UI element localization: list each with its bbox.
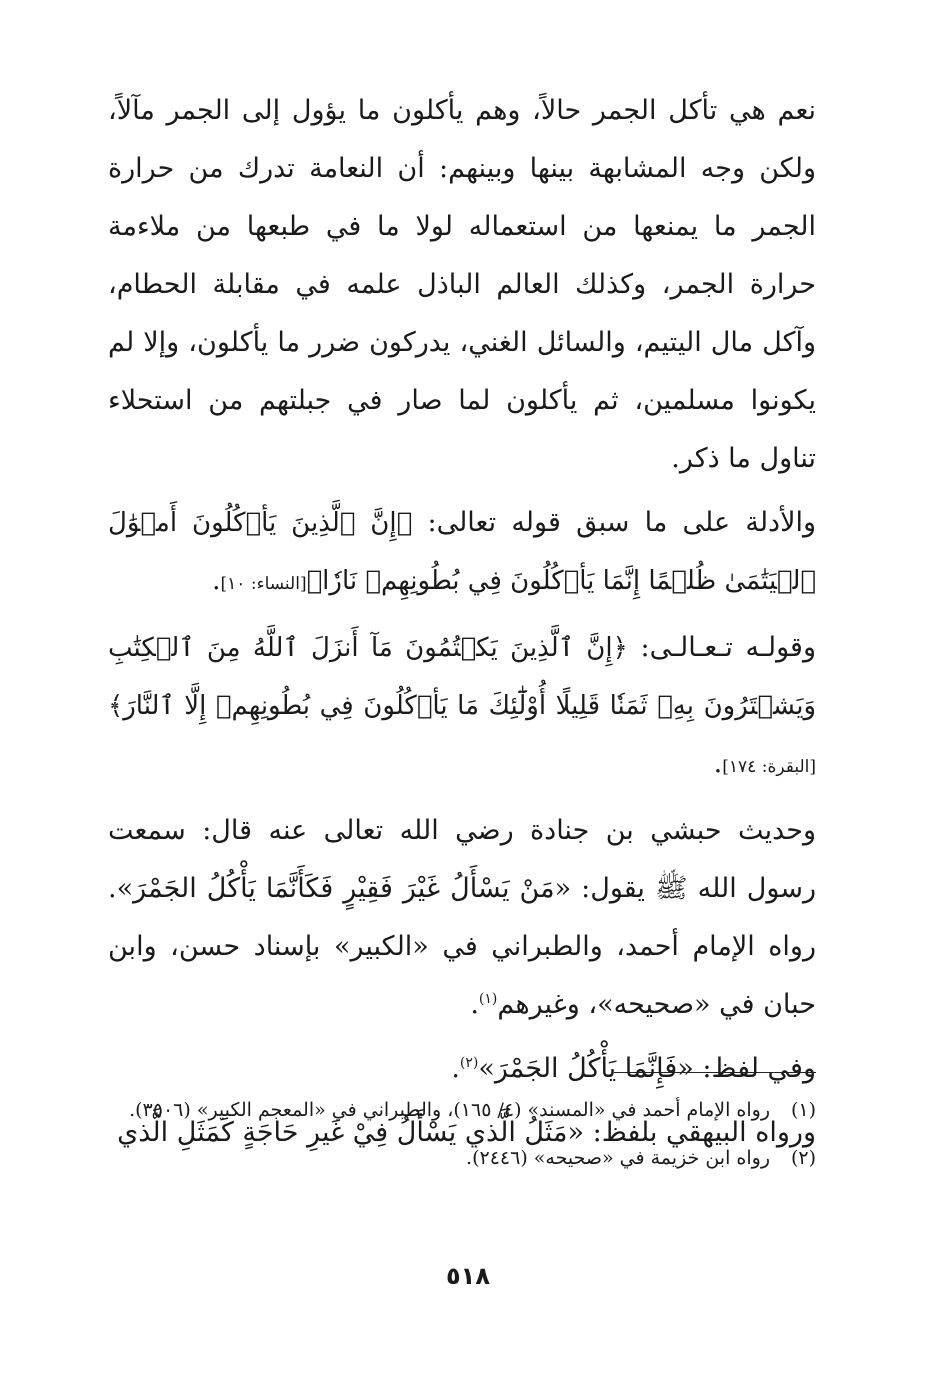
footnote-marker-1: (١) xyxy=(478,991,498,1007)
footnote-2-number: (٢) xyxy=(790,1147,816,1169)
page-number: ٥١٨ xyxy=(446,1262,490,1290)
footnotes xyxy=(108,1090,816,1186)
paragraph-1-text: نعم هي تأكل الجمر حالاً، وهم يأكلون ما يؤول إلى الجمر مآلاً، ولكن وجه المشابهة بينها وبينهم: أن النعامة تدرك من حرارة الجمر ما يمنعها من استعماله لولا ما في طبعها من ملاءمة حرارة الجمر، وكذلك العالم الباذل علمه في مقابلة الحطام، وآكل مال اليتيم، والسائل الغني، يدركون ضرر ما يأكلون، وإلا لم يكونوا مسلمين، ثم يأكلون لما صار في جبلتهم من استحلاء تناول ما ذكر. xyxy=(108,95,816,474)
footnote-2-text: رواه ابن خزيمة في «صحيحه» (٢٤٤٦). xyxy=(466,1147,770,1169)
footnote-1 xyxy=(108,1090,816,1130)
paragraph-4-end: . xyxy=(470,989,479,1020)
paragraph-2-end: . xyxy=(211,565,221,596)
paragraph-4-text: وحديث حبشي بن جنادة رضي الله تعالى عنه قال: سمعت رسول الله ﷺ يقول: «مَنْ يَسْأَلُ غَيْرَ فَقِيْرٍ فَكَأَنَّمَا يَأْكُلُ الجَمْرَ». رواه الإمام أحمد، والطبراني في «الكبير» بإسناد حسن، وابن حبان في «صحيحه»، وغيرهم xyxy=(108,815,816,1020)
footnote-marker-2: (٢) xyxy=(459,1055,479,1071)
paragraph-5-text: وفي لفظ: «فَإِنَّمَا يَأْكُلُ الجَمْرَ» xyxy=(478,1053,816,1084)
main-text xyxy=(108,82,816,1162)
paragraph-3 xyxy=(108,619,816,796)
paragraph-4 xyxy=(108,802,816,1034)
quran-verse-baqara: ﴿إِنَّ ٱلَّذِينَ يَكۡتُمُونَ مَآ أَنزَلَ ٱللَّهُ مِنَ ٱلۡكِتَٰبِ وَيَشۡتَرُونَ بِهِۦ ثَمَنٗا قَلِيلًا أُوْلَٰٓئِكَ مَا يَأۡكُلُونَ فِي بُطُونِهِمۡ إِلَّا ٱلنَّارَ﴾ xyxy=(108,633,816,721)
footnote-divider xyxy=(614,1072,816,1073)
paragraph-5-end: . xyxy=(451,1053,460,1084)
footnote-1-number: (١) xyxy=(790,1099,816,1121)
verse-reference-nisa: [النساء: ١٠] xyxy=(220,574,307,594)
footnote-1-text: رواه الإمام أحمد في «المسند» (٤/ ١٦٥)، والطبراني في «المعجم الكبير» (٣٥٠٦). xyxy=(129,1099,770,1121)
paragraph-6-text: ورواه البيهقي بلفظ: «مَثَلُ الَّذي يَسْأَلُ فِيْ غَيرِ حَاجَةٍ كَمَثَلِ الَّذي xyxy=(117,1117,816,1148)
paragraph-2-intro: والأدلة على ما سبق قوله تعالى: xyxy=(427,507,817,538)
verse-reference-baqara: [البقرة: ١٧٤] xyxy=(722,757,816,777)
footnote-2 xyxy=(108,1138,816,1178)
quran-verse-nisa: ﴿إِنَّ ٱلَّذِينَ يَأۡكُلُونَ أَمۡوَٰلَ ٱلۡيَتَٰمَىٰ ظُلۡمًا إِنَّمَا يَأۡكُلُونَ فِي بُطُونِهِمۡ نَارٗا﴾ xyxy=(108,508,816,596)
paragraph-3-intro: وقولـه تـعـالـى: xyxy=(640,632,817,663)
paragraph-2 xyxy=(108,494,816,613)
paragraph-3-end: . xyxy=(713,748,723,779)
paragraph-1 xyxy=(108,82,816,488)
